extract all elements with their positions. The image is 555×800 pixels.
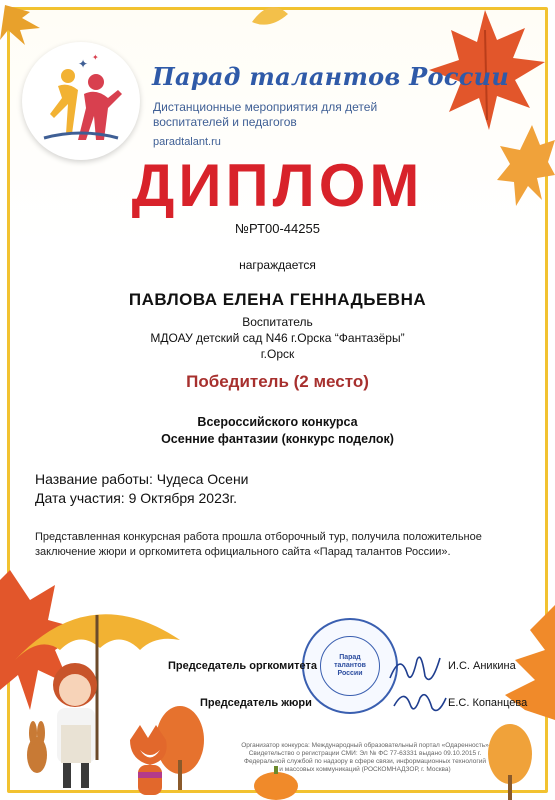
participation-date: Дата участия: 9 Октября 2023г.	[35, 490, 237, 506]
contest-line-2: Осенние фантазии (конкурс поделок)	[161, 432, 394, 446]
contest-line-1: Всероссийского конкурса	[197, 415, 358, 429]
svg-text:✦: ✦	[78, 57, 89, 71]
signature-jury	[390, 684, 450, 720]
award-result: Победитель (2 место)	[186, 372, 369, 391]
recipient-organization: МДОАУ детский сад N46 г.Орска “Фантазёры”	[150, 331, 405, 345]
chair-org-name: И.С. Аникина	[448, 660, 516, 672]
brand-name: Парад талантов России	[152, 62, 510, 91]
work-title: Название работы: Чудеса Осени	[35, 471, 249, 487]
diploma-note: Представленная конкурсная работа прошла отборочный тур, получила положительное заключение жюри и оргкомитета официального сайта «Парад талантов России».	[35, 531, 482, 558]
diploma-title: ДИПЛОМ	[131, 152, 424, 219]
recipient-details	[0, 314, 555, 362]
awarded-label: награждается	[239, 258, 316, 272]
recipient-name: ПАВЛОВА ЕЛЕНА ГЕННАДЬЕВНА	[128, 290, 427, 309]
footer-line-3: Федеральной службой по надзору в сфере связи, информационных технологий	[244, 758, 486, 765]
children-logo-icon	[22, 42, 140, 160]
chair-jury-name: Е.С. Копанцева	[448, 697, 528, 709]
brand-subtitle: Дистанционные мероприятия для детей воспитателей и педагогов	[153, 100, 378, 129]
footer-line-4: и массовых коммуникаций (РОСКОМНАДЗОР, г. Москва)	[279, 766, 451, 773]
diploma-number: №РТ00-44255	[235, 221, 320, 236]
recipient-position: Воспитатель	[242, 315, 313, 329]
recipient-city: г.Орск	[260, 347, 295, 361]
chair-org-label: Председатель оргкомитета	[168, 660, 317, 672]
footer-line-2: Свидетельство о регистрации СМИ: Эл № ФС 77-63331 выдано 09.10.2015 г.	[248, 750, 482, 757]
fox-illustration	[120, 720, 180, 800]
contest-name	[0, 414, 555, 448]
footer-credentials	[200, 742, 530, 774]
footer-line-1: Организатор конкурса: Международный образовательный портал «Одаренность»	[241, 742, 489, 749]
leaf-icon	[250, 2, 290, 27]
work-info	[35, 470, 249, 508]
signature-org	[385, 648, 445, 688]
stamp-center-text: Парад талантов России	[334, 654, 366, 677]
svg-text:✦: ✦	[92, 53, 99, 62]
logo-badge	[22, 42, 140, 160]
brand-url[interactable]: paradtalant.ru	[153, 136, 221, 148]
chair-jury-label: Председатель жюри	[200, 697, 312, 709]
